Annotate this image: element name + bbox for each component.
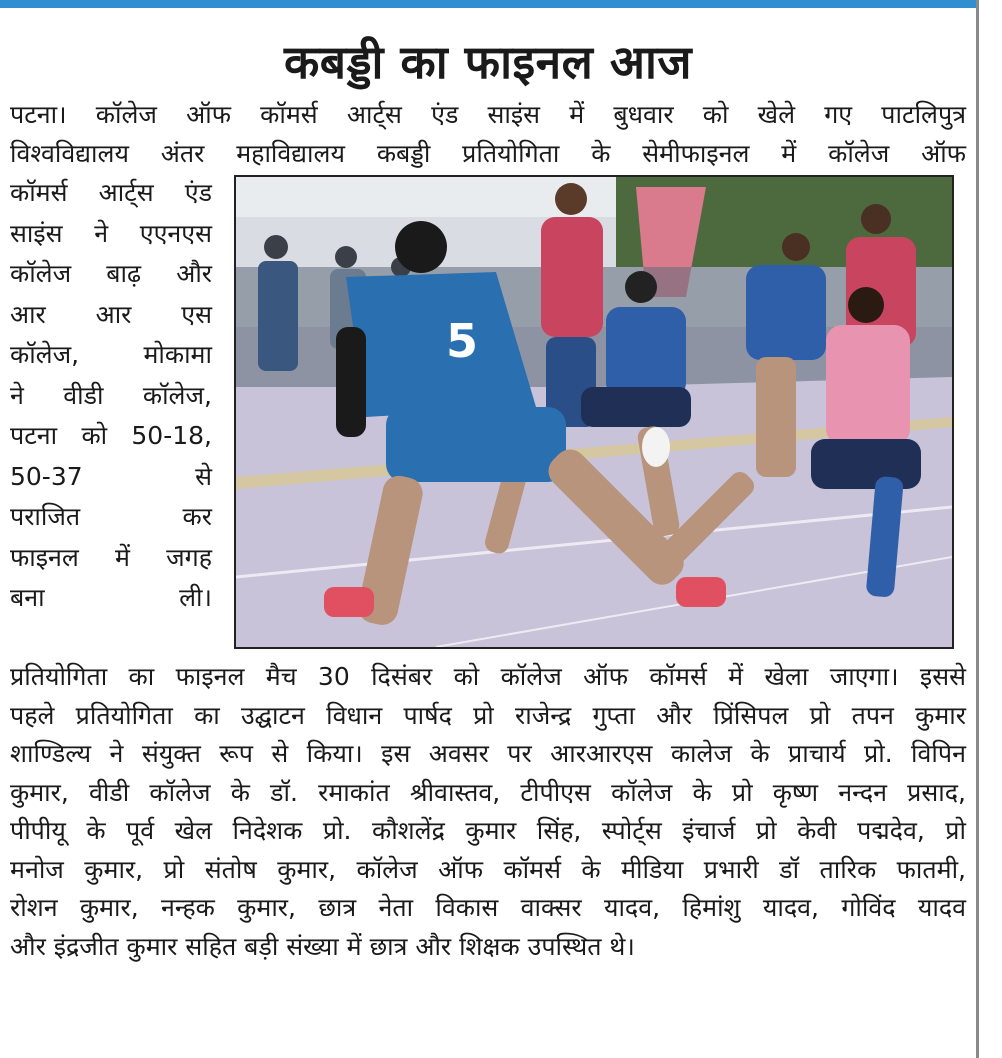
side-line: कॉलेज, मोकामा <box>10 340 212 369</box>
intro-line: पटना। कॉलेज ऑफ कॉमर्स आर्ट्स एंड साइंस में बुधवार को खेले गए पाटलिपुत्र <box>10 100 966 129</box>
side-line: कॉलेज बाढ़ और <box>10 259 212 288</box>
side-line: पटना को 50-18, <box>10 421 212 450</box>
side-line: पराजित कर <box>10 502 212 531</box>
column-rule <box>976 0 979 1058</box>
side-line: आर आर एस <box>10 299 212 329</box>
body-line: मनोज कुमार, प्रो संतोष कुमार, कॉलेज ऑफ कॉमर्स के मीडिया प्रभारी डॉ तारिक फातमी, <box>10 854 966 884</box>
kabaddi-match-photo <box>234 175 954 649</box>
body-line: प्रतियोगिता का फाइनल मैच 30 दिसंबर को कॉलेज ऑफ कॉमर्स में खेला जाएगा। इससे <box>10 662 966 691</box>
photo-wrap-section <box>10 173 966 658</box>
side-column-text <box>10 173 212 658</box>
body-line: पीपीयू के पूर्व खेल निदेशक प्रो. कौशलेंद्र कुमार सिंह, स्पोर्ट्स इंचार्ज प्रो केवी पद्मदेव, प्रो <box>10 816 966 845</box>
news-article <box>10 12 966 966</box>
side-line: फाइनल में जगह <box>10 542 212 572</box>
side-line: 50-37 से <box>10 461 212 491</box>
body-line: रोशन कुमार, नन्हक कुमार, छात्र नेता विकास वाक्सर यादव, हिमांशु यादव, गोविंद यादव <box>10 893 966 922</box>
photo-illustration <box>236 177 952 647</box>
top-accent-bar <box>0 0 978 8</box>
headline: कबड्डी का फाइनल आज <box>283 35 693 89</box>
side-line: बना ली। <box>10 583 212 612</box>
body-line: शाण्डिल्य ने संयुक्त रूप से किया। इस अवसर पर आरआरएस कालेज के प्राचार्य प्रो. विपिन <box>10 739 966 768</box>
body-line: पहले प्रतियोगिता का उद्घाटन विधान पार्षद प्रो राजेन्द्र गुप्ता और प्रिंसिपल प्रो तपन कुमार <box>10 700 966 730</box>
body-line: कुमार, वीडी कॉलेज के डॉ. रमाकांत श्रीवास्तव, टीपीएस कॉलेज के प्रो कृष्ण नन्दन प्रसाद, <box>10 777 966 807</box>
side-line: साइंस ने एएनएस <box>10 218 212 248</box>
body-line: और इंद्रजीत कुमार सहित बड़ी संख्या में छात्र और शिक्षक उपस्थित थे। <box>10 931 635 961</box>
side-line: कॉमर्स आर्ट्स एंड <box>10 178 212 207</box>
jersey-number: 5 <box>446 314 479 368</box>
side-line: ने वीडी कॉलेज, <box>10 380 212 410</box>
intro-line: विश्वविद्यालय अंतर महाविद्यालय कबड्डी प्रतियोगिता के सेमीफाइनल में कॉलेज ऑफ <box>10 138 966 168</box>
